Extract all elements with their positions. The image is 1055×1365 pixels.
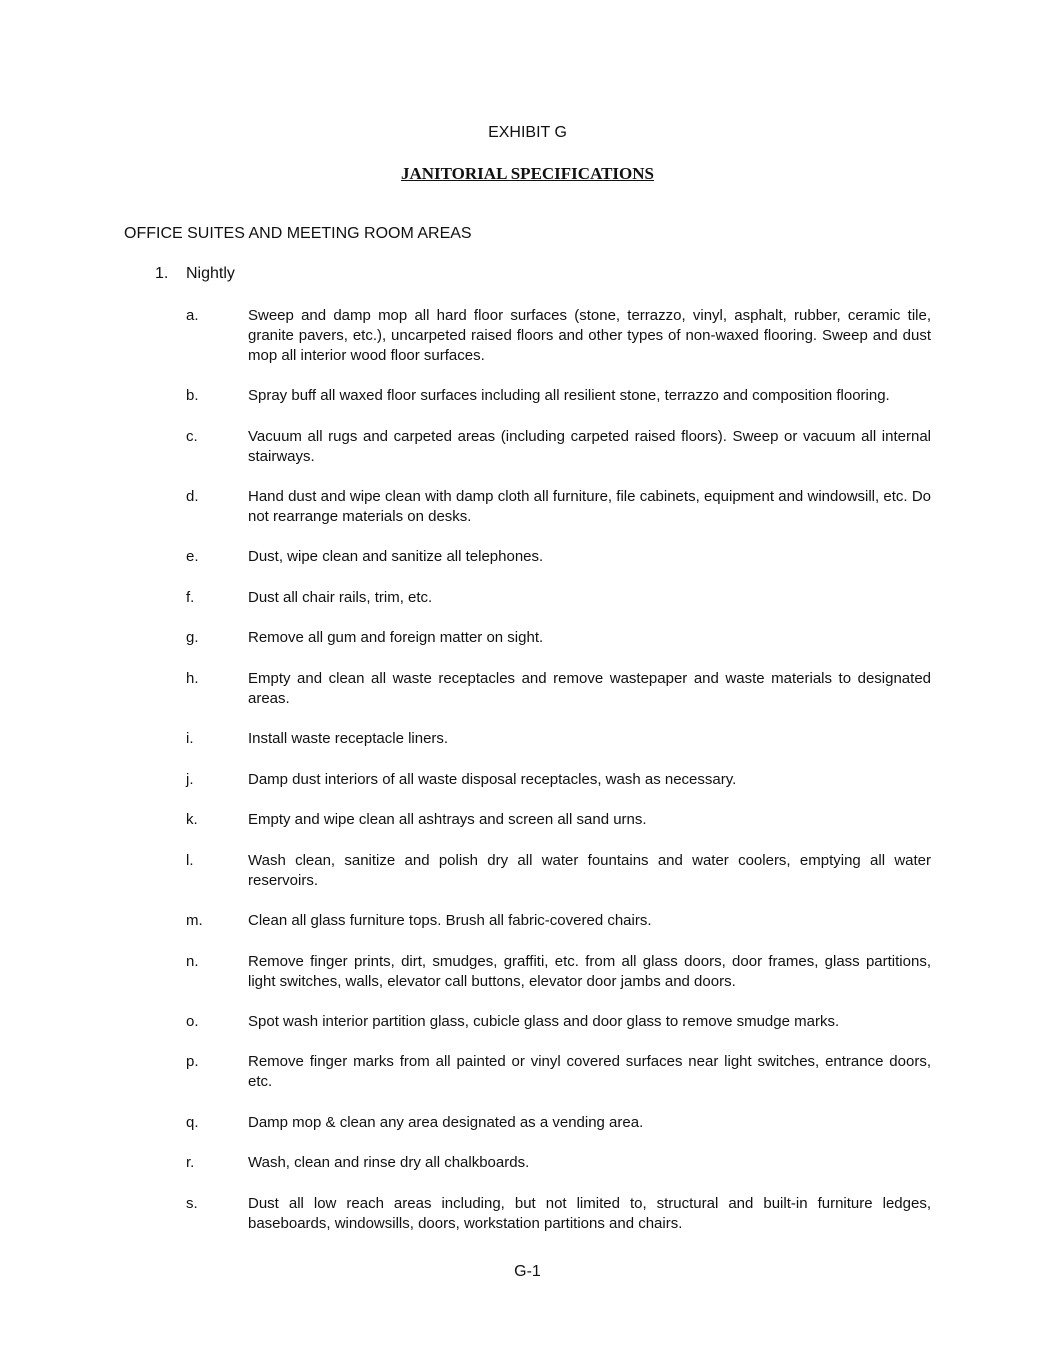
list-item	[186, 588, 931, 608]
list-item	[186, 669, 931, 709]
item-letter: s.	[186, 1195, 198, 1212]
item-text: Spot wash interior partition glass, cubicle glass and door glass to remove smudge marks.	[248, 1013, 840, 1030]
list-item	[186, 810, 931, 830]
item-letter: b.	[186, 387, 199, 404]
item-text: Wash, clean and rinse dry all chalkboards.	[248, 1154, 530, 1171]
list-item	[186, 1052, 931, 1092]
list-item	[186, 306, 931, 366]
item-text: Damp mop & clean any area designated as a vending area.	[248, 1114, 644, 1131]
item-letter: d.	[186, 488, 199, 505]
item-text: Damp dust interiors of all waste disposal receptacles, wash as necessary.	[248, 771, 737, 788]
item-text: Vacuum all rugs and carpeted areas (including carpeted raised floors). Sweep or vacuum all internal stairways.	[248, 428, 931, 465]
document-title: JANITORIAL SPECIFICATIONS	[400, 164, 655, 183]
item-letter: m.	[186, 912, 203, 929]
list-item	[186, 851, 931, 891]
item-text: Install waste receptacle liners.	[248, 730, 449, 747]
list-item	[186, 1194, 931, 1234]
item-text: Hand dust and wipe clean with damp cloth all furniture, file cabinets, equipment and windowsill, etc. Do not rearrange materials on desks.	[248, 488, 931, 525]
item-letter: o.	[186, 1013, 199, 1030]
list-heading-label: Nightly	[186, 265, 235, 282]
list-item	[186, 487, 931, 527]
item-letter: h.	[186, 670, 199, 687]
item-text: Sweep and damp mop all hard floor surfaces (stone, terrazzo, vinyl, asphalt, rubber, ceramic tile, granite pavers, etc.), uncarpeted raised floors and other types of non-waxed flooring. Sweep and dust mop all interior wood floor surfaces.	[248, 307, 931, 364]
item-letter: l.	[186, 852, 194, 869]
item-text: Empty and clean all waste receptacles and remove wastepaper and waste materials to designated areas.	[248, 670, 931, 707]
item-letter: p.	[186, 1053, 199, 1070]
list-item	[186, 1012, 931, 1032]
item-letter: j.	[186, 771, 194, 788]
list-item	[186, 1153, 931, 1173]
item-letter: q.	[186, 1114, 199, 1131]
item-text: Remove all gum and foreign matter on sight.	[248, 629, 544, 646]
item-letter: a.	[186, 307, 199, 324]
item-letter: n.	[186, 953, 199, 970]
list-item	[186, 386, 931, 406]
item-text: Remove finger prints, dirt, smudges, graffiti, etc. from all glass doors, door frames, glass partitions, light switches, walls, elevator call buttons, elevator door jambs and doors.	[248, 953, 931, 990]
item-letter: i.	[186, 730, 194, 747]
item-letter: k.	[186, 811, 198, 828]
item-letter: c.	[186, 428, 198, 445]
item-text: Clean all glass furniture tops. Brush all fabric-covered chairs.	[248, 912, 652, 929]
item-letter: r.	[186, 1154, 195, 1171]
list-item	[186, 952, 931, 992]
list-item	[186, 911, 931, 931]
list-item	[186, 628, 931, 648]
item-letter: e.	[186, 548, 199, 565]
list-heading-number: 1.	[155, 265, 169, 282]
list-item	[186, 770, 931, 790]
list-item	[186, 427, 931, 467]
item-text: Empty and wipe clean all ashtrays and screen all sand urns.	[248, 811, 647, 828]
item-text: Dust all chair rails, trim, etc.	[248, 589, 433, 606]
list-item	[186, 547, 931, 567]
item-text: Wash clean, sanitize and polish dry all water fountains and water coolers, emptying all water reservoirs.	[248, 852, 931, 889]
list-item	[186, 729, 931, 749]
item-letter: g.	[186, 629, 199, 646]
item-text: Remove finger marks from all painted or vinyl covered surfaces near light switches, entrance doors, etc.	[248, 1053, 931, 1090]
list-heading	[155, 265, 235, 283]
item-text: Spray buff all waxed floor surfaces including all resilient stone, terrazzo and composition flooring.	[248, 387, 890, 404]
item-text: Dust all low reach areas including, but not limited to, structural and built-in furniture ledges, baseboards, windowsills, doors, workstation partitions and chairs.	[248, 1195, 931, 1232]
item-text: Dust, wipe clean and sanitize all telephones.	[248, 548, 544, 565]
page-number: G-1	[514, 1263, 541, 1280]
section-heading: OFFICE SUITES AND MEETING ROOM AREAS	[124, 225, 472, 242]
exhibit-label: EXHIBIT G	[488, 124, 567, 141]
item-letter: f.	[186, 589, 195, 606]
list-item	[186, 1113, 931, 1133]
